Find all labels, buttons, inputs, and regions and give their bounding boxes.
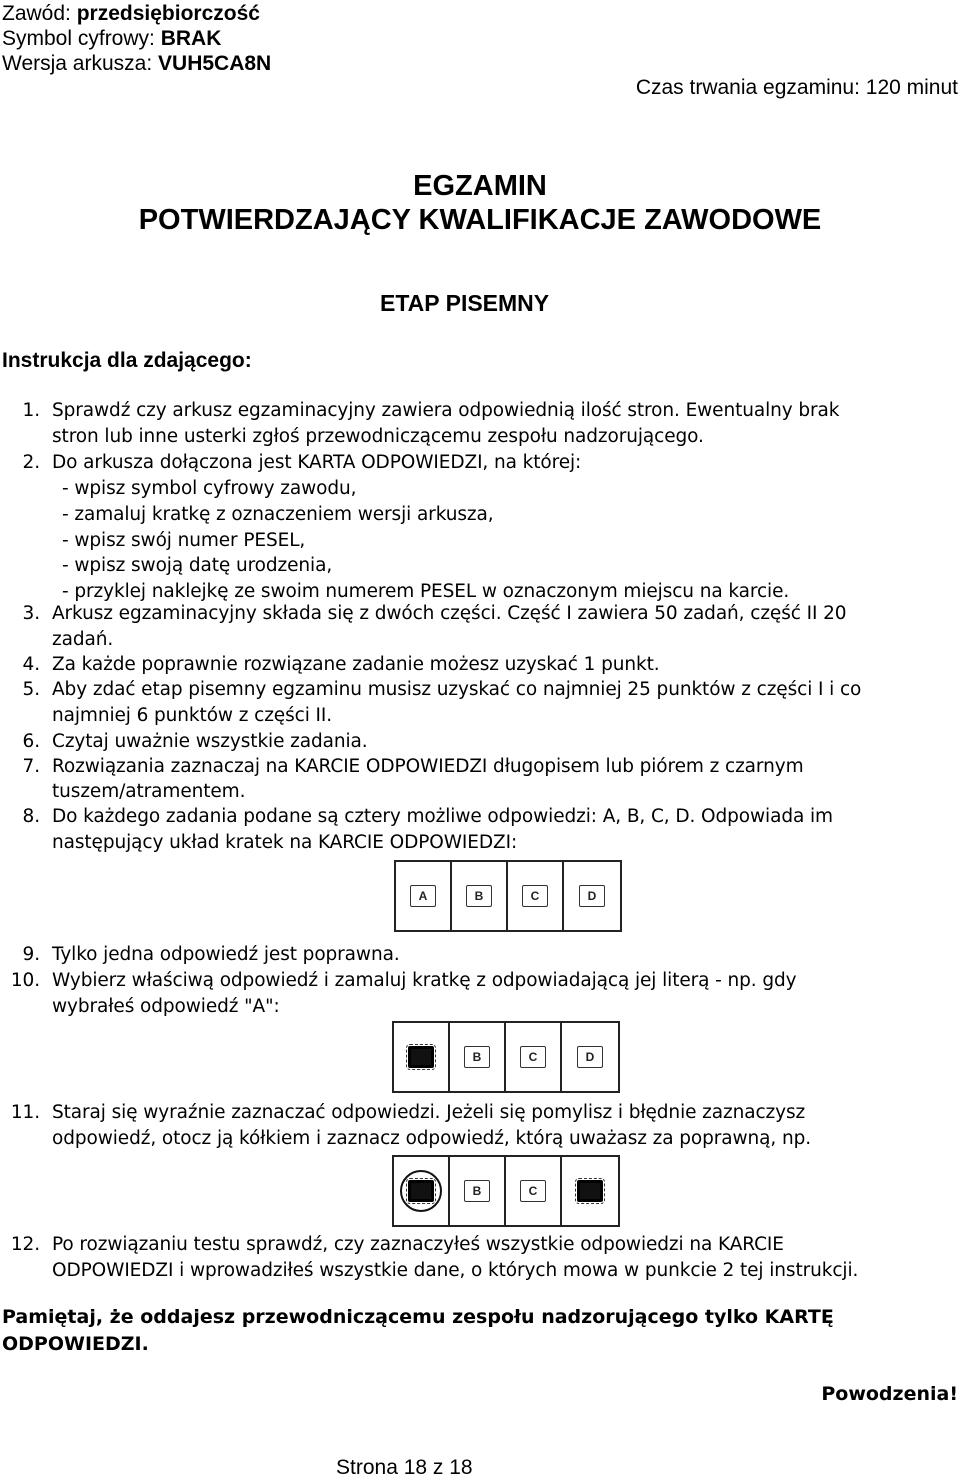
item-12-line1: Po rozwiązaniu testu sprawdź, czy zaznaczyłeś wszystkie odpowiedzi na KARCIE: [52, 1234, 784, 1255]
item-3-line2: zadań.: [52, 629, 114, 650]
item-2-sub3: - wpisz swój numer PESEL,: [62, 530, 306, 551]
item-7-line1: Rozwiązania zaznaczaj na KARCIE ODPOWIEDZI długopisem lub piórem z czarnym: [52, 756, 804, 777]
answer-box-c: C: [522, 885, 548, 907]
answer-grid-example: [394, 860, 622, 932]
item-10-num: 10.: [10, 970, 40, 991]
answer-cell-c: [508, 862, 564, 930]
item-8-line2: następujący układ kratek na KARCIE ODPOWIEDZI:: [52, 832, 518, 853]
zawod-value: przedsiębiorczość: [76, 2, 260, 25]
item-1-num: 1.: [22, 400, 40, 421]
item-4-line1: Za każde poprawnie rozwiązane zadanie możesz uzyskać 1 punkt.: [52, 654, 660, 675]
answer-box-b: B: [466, 885, 492, 907]
stage-title: ETAP PISEMNY: [380, 290, 550, 316]
item-5-line2: najmniej 6 punktów z części II.: [52, 705, 333, 726]
item-5-line1: Aby zdać etap pisemny egzaminu musisz uzyskać co najmniej 25 punktów z części I i co: [52, 679, 862, 700]
header-wersja: [2, 52, 271, 76]
item-8-line1: Do każdego zadania podane są cztery możliwe odpowiedzi: A, B, C, D. Odpowiada im: [52, 806, 833, 827]
filled-box-a: [408, 1180, 434, 1202]
header-symbol: [2, 27, 221, 51]
item-1-line2: stron lub inne usterki zgłoś przewodniczącemu zespołu nadzorującego.: [52, 426, 704, 447]
item-1-line1: Sprawdź czy arkusz egzaminacyjny zawiera odpowiednią ilość stron. Ewentualny brak: [52, 400, 840, 421]
note-line2: ODPOWIEDZI.: [2, 1333, 149, 1355]
note-line1: Pamiętaj, że oddajesz przewodniczącemu zespołu nadzorującego tylko KARTĘ: [2, 1306, 834, 1328]
answer-cell-d: [564, 862, 620, 930]
answer-grid-filled-a: [392, 1021, 620, 1093]
title-line1: EGZAMIN: [413, 170, 547, 202]
answer-box-a: A: [410, 885, 436, 907]
answer-cell-c: [506, 1157, 562, 1225]
good-luck: Powodzenia!: [821, 1383, 958, 1405]
item-11-line1: Staraj się wyraźnie zaznaczać odpowiedzi. Jeżeli się pomylisz i błędnie zaznaczysz: [52, 1102, 806, 1123]
item-12-line2: ODPOWIEDZI i wprowadziłeś wszystkie dane, o których mowa w punkcie 2 tej instrukcji.: [52, 1260, 859, 1281]
answer-box-d: D: [577, 1046, 603, 1068]
item-6-line1: Czytaj uważnie wszystkie zadania.: [52, 731, 368, 752]
answer-box-c: C: [520, 1046, 546, 1068]
item-11-line2: odpowiedź, otocz ją kółkiem i zaznacz odpowiedź, którą uważasz za poprawną, np.: [52, 1128, 812, 1149]
item-8-num: 8.: [22, 806, 40, 827]
item-9-line1: Tylko jedna odpowiedź jest poprawna.: [52, 944, 400, 965]
wersja-label: Wersja arkusza:: [2, 52, 153, 75]
item-5-num: 5.: [22, 679, 40, 700]
item-2-num: 2.: [22, 452, 40, 473]
answer-cell-b: [450, 1023, 506, 1091]
answer-box-b: B: [464, 1046, 490, 1068]
item-6-num: 6.: [22, 731, 40, 752]
answer-cell-c: [506, 1023, 562, 1091]
title-line2: POTWIERDZAJĄCY KWALIFIKACJE ZAWODOWE: [138, 204, 822, 236]
exam-duration: Czas trwania egzaminu: 120 minut: [635, 76, 958, 99]
wersja-value: VUH5CA8N: [158, 52, 272, 75]
answer-box-b: B: [464, 1180, 490, 1202]
answer-cell-a: [396, 862, 452, 930]
item-10-line2: wybrałeś odpowiedź "A":: [52, 996, 280, 1017]
symbol-value: BRAK: [160, 27, 222, 50]
correction-circle-icon: [400, 1170, 442, 1212]
item-2-sub1: - wpisz symbol cyfrowy zawodu,: [62, 478, 357, 499]
answer-cell-d: [562, 1023, 618, 1091]
item-2-sub5: - przyklej naklejkę ze swoim numerem PESEL w oznaczonym miejscu na karcie.: [62, 581, 790, 602]
answer-box-d: D: [579, 885, 605, 907]
item-7-num: 7.: [22, 756, 40, 777]
filled-box-a: [408, 1046, 434, 1068]
answer-cell-b: [452, 862, 508, 930]
item-2-line1: Do arkusza dołączona jest KARTA ODPOWIEDZI, na której:: [52, 452, 582, 473]
symbol-label: Symbol cyfrowy:: [2, 27, 155, 50]
item-11-num: 11.: [10, 1102, 40, 1123]
item-7-line2: tuszem/atramentem.: [52, 781, 246, 802]
answer-grid-corrected: [392, 1155, 620, 1227]
page-number: Strona 18 z 18: [336, 1456, 473, 1479]
answer-cell-a-filled: [394, 1023, 450, 1091]
instructions-heading: Instrukcja dla zdającego:: [2, 349, 252, 372]
item-9-num: 9.: [22, 944, 40, 965]
answer-cell-d-filled: [562, 1157, 618, 1225]
item-2-sub4: - wpisz swoją datę urodzenia,: [62, 555, 333, 576]
item-3-line1: Arkusz egzaminacyjny składa się z dwóch części. Część I zawiera 50 zadań, część II 20: [52, 603, 847, 624]
item-4-num: 4.: [22, 654, 40, 675]
item-3-num: 3.: [22, 603, 40, 624]
item-2-sub2: - zamaluj kratkę z oznaczeniem wersji arkusza,: [62, 504, 494, 525]
filled-box-d: [577, 1180, 603, 1202]
item-12-num: 12.: [10, 1234, 40, 1255]
item-10-line1: Wybierz właściwą odpowiedź i zamaluj kratkę z odpowiadającą jej literą - np. gdy: [52, 970, 797, 991]
zawod-label: Zawód:: [2, 2, 71, 25]
answer-cell-b: [450, 1157, 506, 1225]
answer-box-c: C: [520, 1180, 546, 1202]
header-zawod: [2, 2, 260, 26]
answer-cell-a-circled: [394, 1157, 450, 1225]
